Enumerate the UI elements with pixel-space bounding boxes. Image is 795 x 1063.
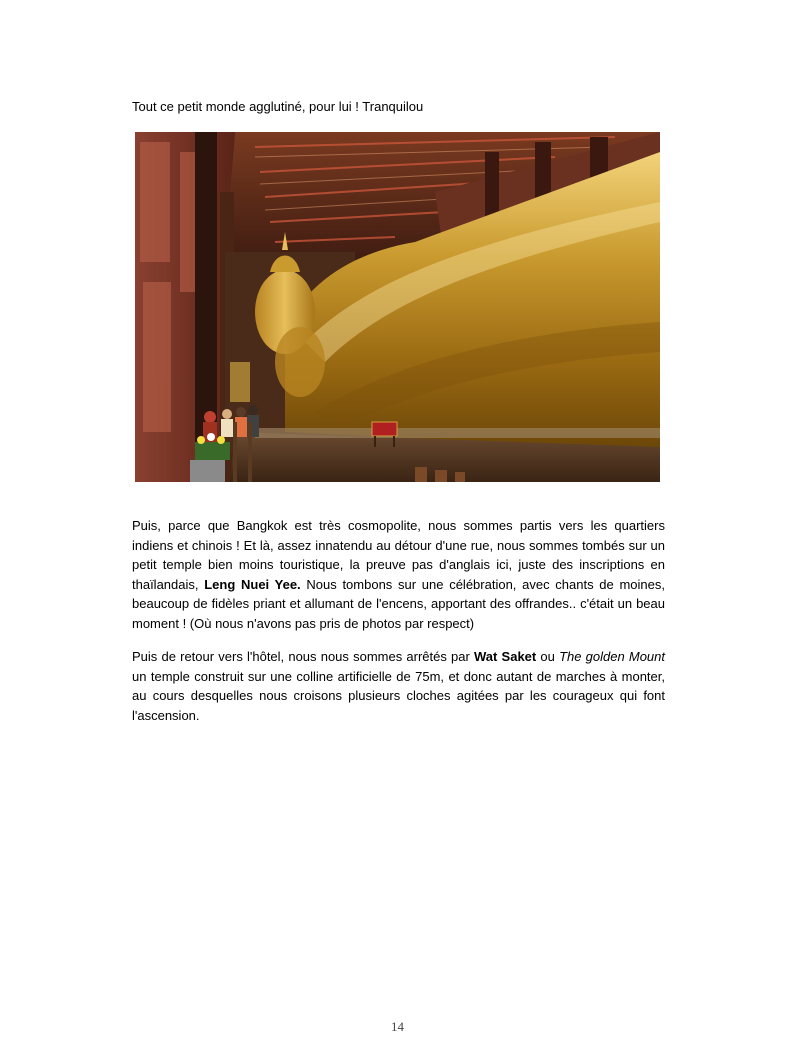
flower-offering — [195, 442, 230, 460]
temple-name-leng-nuei-yee: Leng Nuei Yee. — [204, 576, 301, 592]
photo-caption: Tout ce petit monde agglutiné, pour lui ! Tranquilou — [132, 99, 424, 114]
paragraph-text: Puis de retour vers l'hôtel, nous nous sommes arrêtés par — [132, 649, 475, 664]
red-plaque — [372, 422, 397, 436]
paragraph-text: Puis, parce que Bangkok est très cosmopolite, nous sommes partis vers les quartiers indiens et chinois ! Et là, assez innatendu au détour d'une rue, nous sommes tombés sur un petit temple bien moins touristique, la preuve pas d'anglais ici, juste des inscriptions en thaïlandais, — [132, 518, 665, 592]
paragraph-text: ou — [536, 649, 560, 664]
reclining-buddha-photo — [135, 132, 660, 482]
platform-edge — [255, 428, 660, 438]
temple-name-wat-saket: Wat Saket — [474, 649, 537, 664]
golden-mount-name: The golden Mount — [559, 649, 665, 664]
offering-box — [190, 460, 225, 482]
page-number: 14 — [391, 1019, 404, 1034]
paragraph-text: un temple construit sur une colline artificielle de 75m, et donc autant de marches à monter, au cours desquelles nous croisons plusieurs cloches agitées par les courageux qui font l'ascension. — [132, 668, 665, 723]
paragraph-wat-saket — [132, 647, 665, 725]
paragraph-text: Nous tombons sur une célébration, avec chants de moines, beaucoup de fidèles priant et allumant de l'encens, apportant des offrandes.. c'était un beau moment ! (Où nous n'avons pas pris de photos par respect) — [132, 576, 665, 631]
back-window — [230, 362, 250, 402]
paragraph-bangkok-temple — [132, 516, 665, 634]
